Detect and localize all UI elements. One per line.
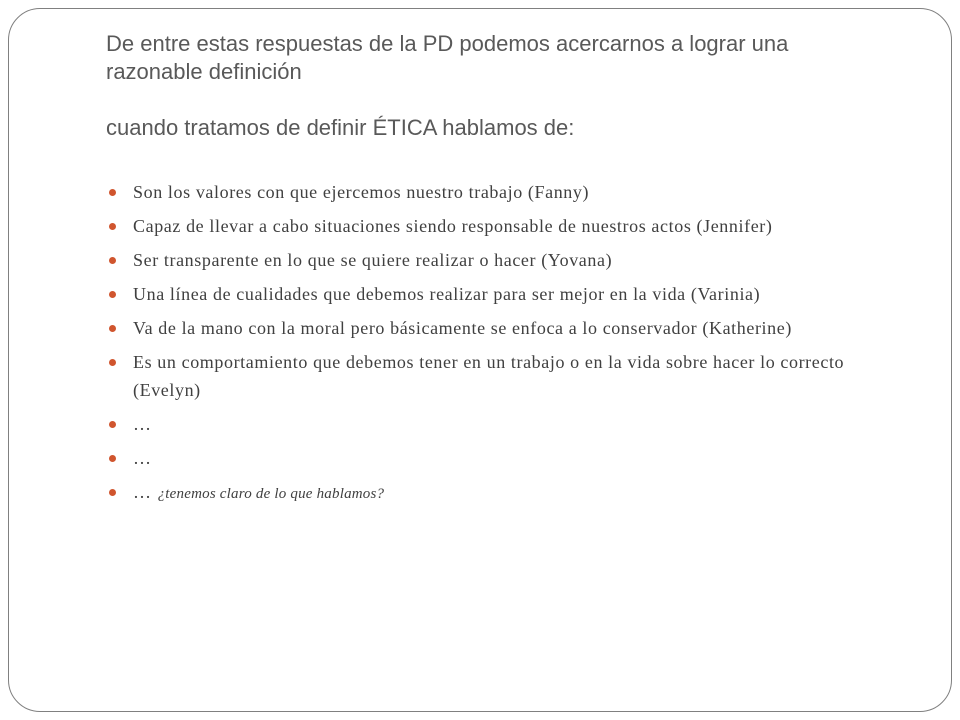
bullet-dot-icon bbox=[109, 189, 116, 196]
closing-question: ¿tenemos claro de lo que hablamos? bbox=[157, 486, 385, 502]
list-item bbox=[106, 444, 878, 472]
bullet-text: Capaz de llevar a cabo situaciones siendo responsable de nuestros actos (Jennifer) bbox=[133, 216, 773, 236]
bullet-text: … bbox=[133, 414, 152, 434]
bullet-text: Son los valores con que ejercemos nuestro trabajo (Fanny) bbox=[133, 182, 590, 202]
bullet-dot-icon bbox=[109, 489, 116, 496]
list-item bbox=[106, 348, 878, 404]
bullet-dot-icon bbox=[109, 257, 116, 264]
bullet-text: Ser transparente en lo que se quiere realizar o hacer (Yovana) bbox=[133, 250, 613, 270]
bullet-dot-icon bbox=[109, 291, 116, 298]
list-item bbox=[106, 280, 878, 308]
slide-title bbox=[106, 30, 836, 142]
list-item bbox=[106, 478, 878, 508]
list-item bbox=[106, 212, 878, 240]
bullet-text: Va de la mano con la moral pero básicamente se enfoca a lo conservador (Katherine) bbox=[133, 318, 792, 338]
bullet-list bbox=[106, 178, 878, 514]
list-item bbox=[106, 410, 878, 438]
title-line-1: De entre estas respuestas de la PD podemos acercarnos a lograr una razonable definición bbox=[106, 31, 789, 84]
list-item bbox=[106, 246, 878, 274]
bullet-dot-icon bbox=[109, 421, 116, 428]
list-item bbox=[106, 314, 878, 342]
bullet-dot-icon bbox=[109, 359, 116, 366]
bullet-text: Es un comportamiento que debemos tener en un trabajo o en la vida sobre hacer lo correcto (Evelyn) bbox=[133, 352, 845, 400]
bullet-text: … bbox=[133, 482, 152, 502]
bullet-dot-icon bbox=[109, 325, 116, 332]
bullet-dot-icon bbox=[109, 455, 116, 462]
bullet-text: Una línea de cualidades que debemos realizar para ser mejor en la vida (Varinia) bbox=[133, 284, 761, 304]
bullet-dot-icon bbox=[109, 223, 116, 230]
bullet-text: … bbox=[133, 448, 152, 468]
title-line-2: cuando tratamos de definir ÉTICA hablamos de: bbox=[106, 115, 575, 140]
list-item bbox=[106, 178, 878, 206]
